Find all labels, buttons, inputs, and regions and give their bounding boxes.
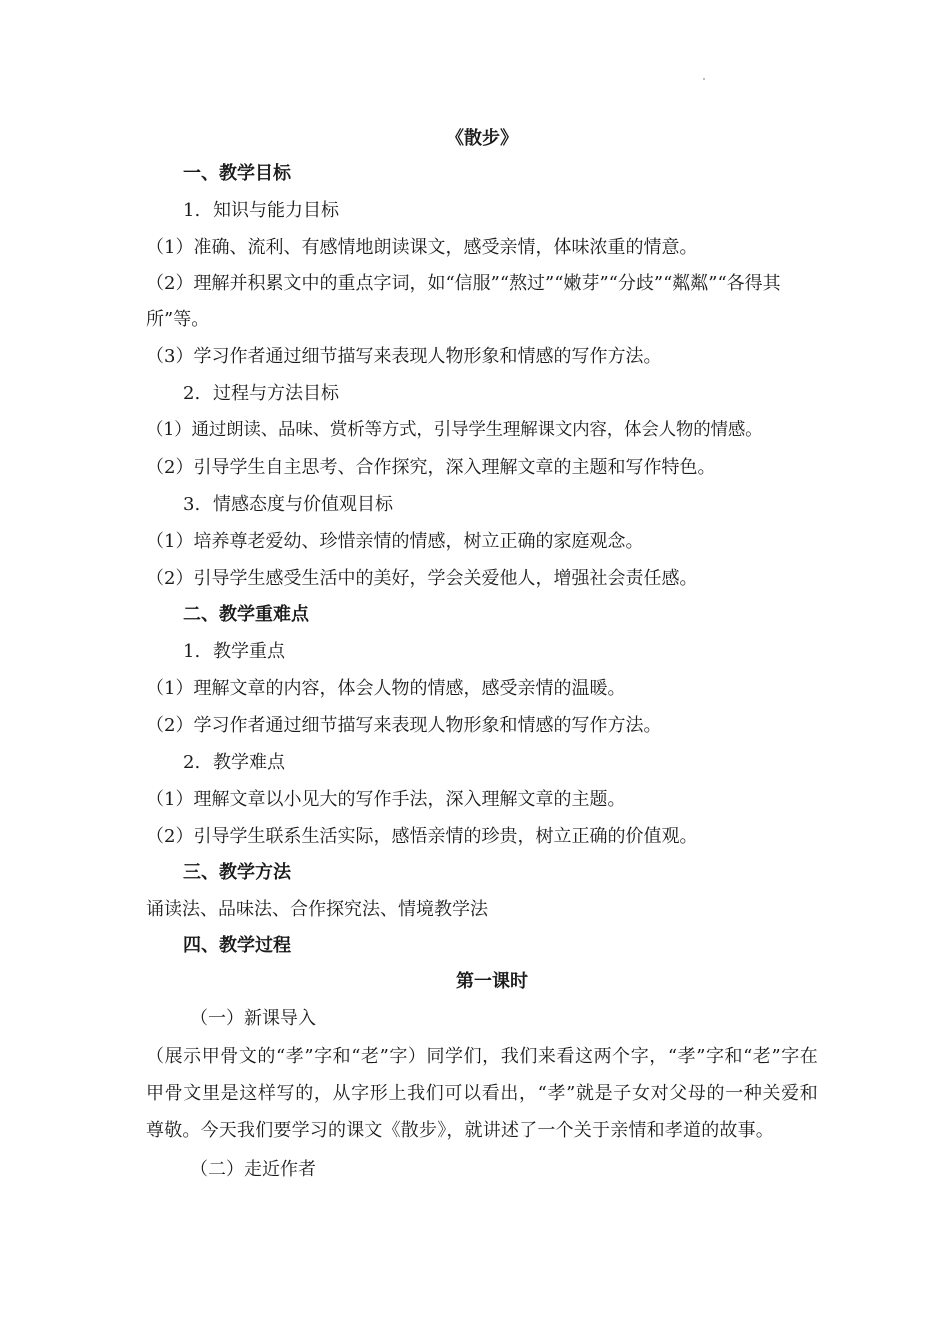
section-heading-methods: 三、教学方法 <box>183 862 291 883</box>
list-item: （2）引导学生自主思考、合作探究，深入理解文章的主题和写作特色。 <box>146 457 716 478</box>
page-mark <box>703 78 705 80</box>
document-body <box>146 122 818 1189</box>
list-item: （2）学习作者通过细节描写来表现人物形象和情感的写作方法。 <box>146 715 662 736</box>
subheading-label: 过程与方法目标 <box>213 383 339 404</box>
list-item: （2）引导学生联系生活实际，感悟亲情的珍贵，树立正确的价值观。 <box>146 826 698 847</box>
list-item: （1）理解文章以小见大的写作手法，深入理解文章的主题。 <box>146 789 626 810</box>
part-label-author: （二）走近作者 <box>190 1159 316 1180</box>
list-item: （1）通过朗读、品味、赏析等方式，引导学生理解课文内容，体会人物的情感。 <box>146 420 763 440</box>
subheading-number: 3. <box>183 494 201 515</box>
list-item: （1）准确、流利、有感情地朗读课文，感受亲情，体味浓重的情意。 <box>146 237 698 258</box>
lesson-title: 第一课时 <box>456 971 528 992</box>
list-item: （2）理解并积累文中的重点字词，如“信服”“熬过”“嫩芽”“分歧”“粼粼”“各得其所”等。 <box>146 273 781 330</box>
subheading-number: 2. <box>183 383 201 404</box>
list-item: （3）学习作者通过细节描写来表现人物形象和情感的写作方法。 <box>146 346 662 367</box>
methods-text: 诵读法、品味法、合作探究法、情境教学法 <box>146 899 488 920</box>
subheading-label: 教学重点 <box>213 641 285 662</box>
list-item: （1）理解文章的内容，体会人物的情感，感受亲情的温暖。 <box>146 678 626 699</box>
section-heading-key-points: 二、教学重难点 <box>183 604 309 625</box>
document-title: 《散步》 <box>446 128 518 149</box>
section-heading-objectives: 一、教学目标 <box>183 163 291 184</box>
subheading-key-points <box>146 633 818 670</box>
subheading-label: 教学难点 <box>213 752 285 773</box>
subheading-number: 1. <box>183 200 201 221</box>
subheading-number: 1. <box>183 641 201 662</box>
subheading-label: 情感态度与价值观目标 <box>213 494 393 515</box>
part-label-intro: （一）新课导入 <box>190 1008 316 1029</box>
subheading-knowledge <box>146 192 818 229</box>
subheading-number: 2. <box>183 752 201 773</box>
list-item: （1）培养尊老爱幼、珍惜亲情的情感，树立正确的家庭观念。 <box>146 531 644 552</box>
intro-paragraph: （展示甲骨文的“孝”字和“老”字）同学们，我们来看这两个字，“孝”字和“老”字在甲骨文里是这样写的，从字形上我们可以看出，“孝”就是子女对父母的一种关爱和尊敬。今天我们要学习的课文《散步》，就讲述了一个关于亲情和孝道的故事。 <box>146 1046 818 1141</box>
section-heading-process: 四、教学过程 <box>183 935 291 956</box>
list-item: （2）引导学生感受生活中的美好，学会关爱他人，增强社会责任感。 <box>146 568 698 589</box>
subheading-difficulties <box>146 744 818 781</box>
subheading-process <box>146 375 818 412</box>
subheading-values <box>146 486 818 523</box>
subheading-label: 知识与能力目标 <box>213 200 339 221</box>
